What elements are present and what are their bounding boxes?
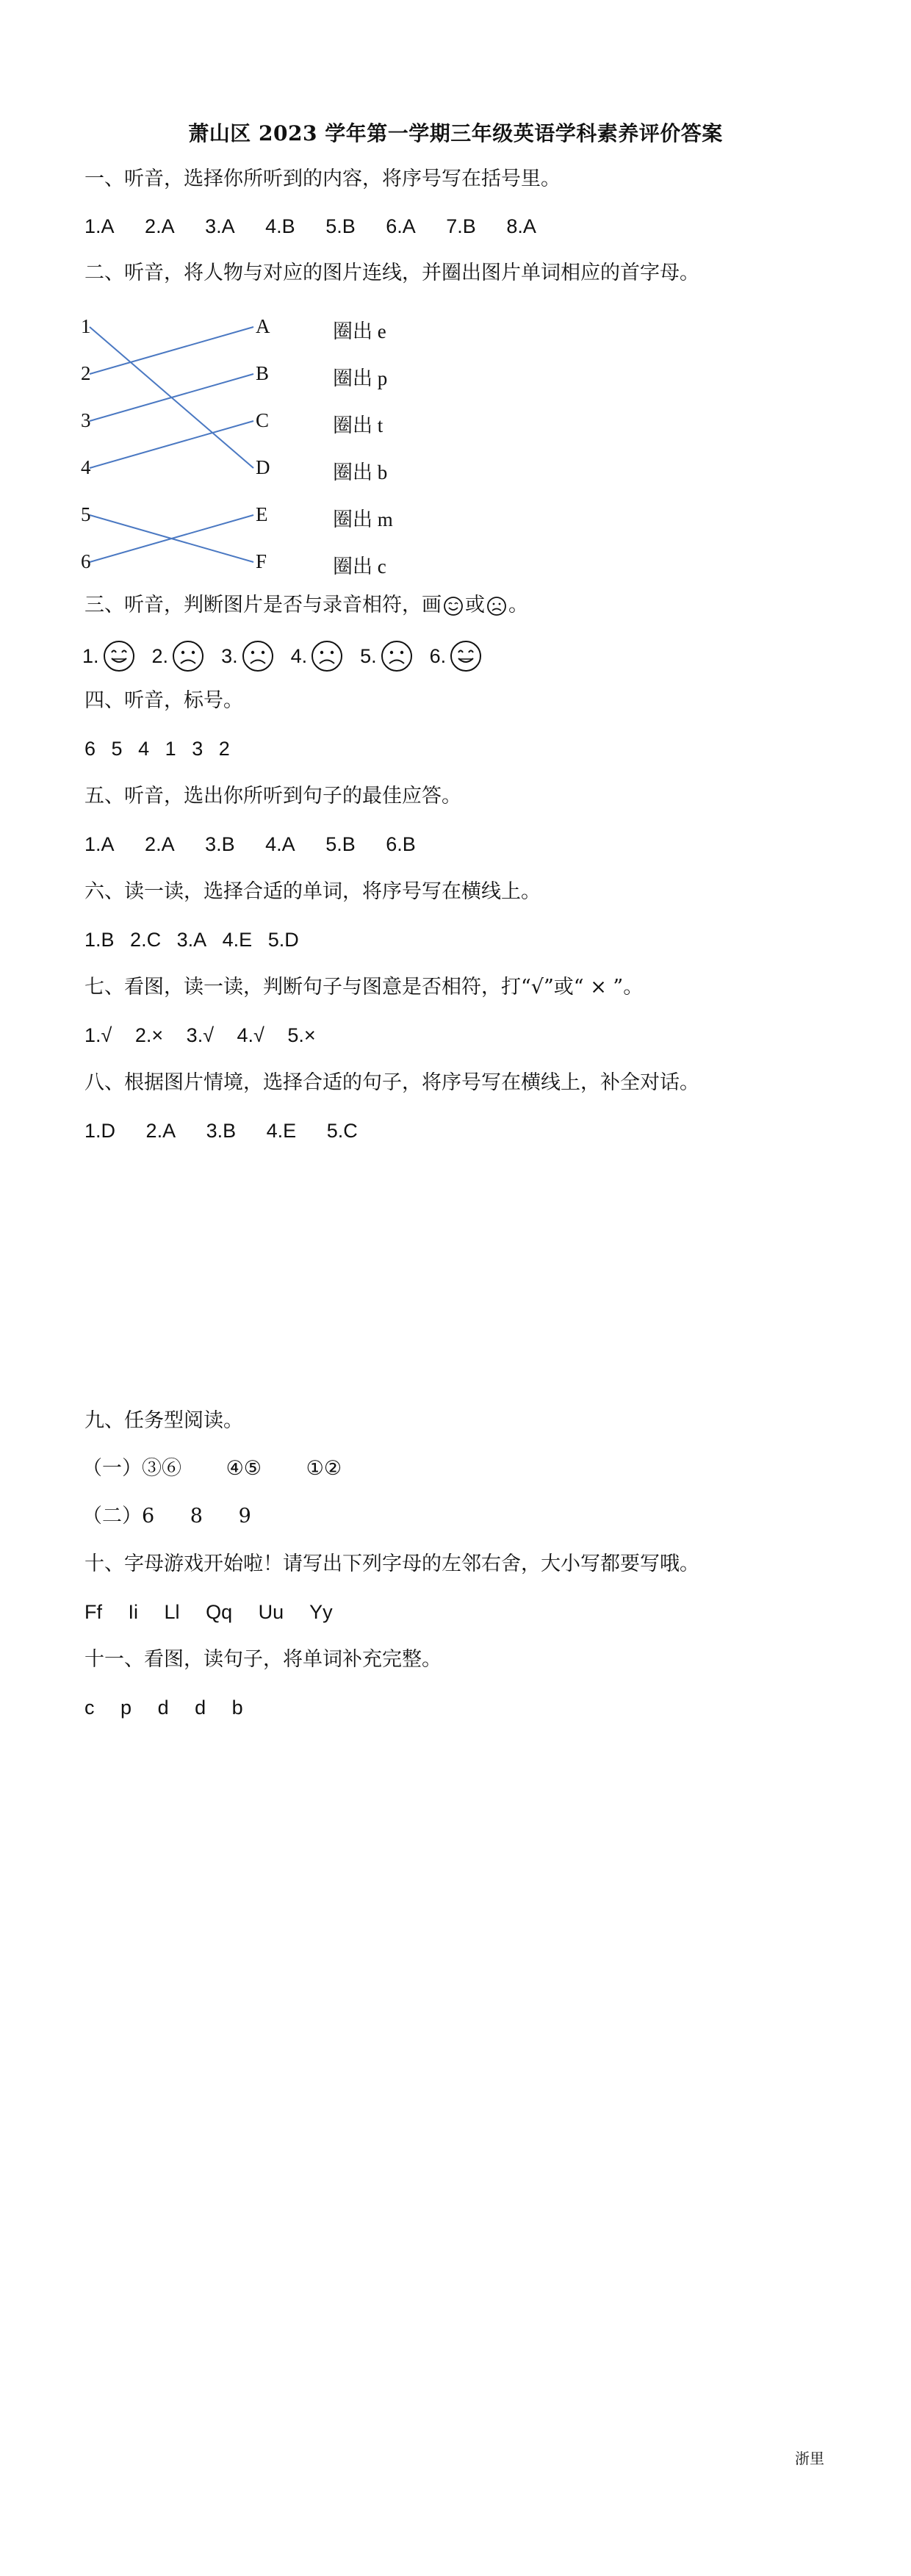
section-3-heading <box>84 594 528 617</box>
section-9-heading: 九、任务型阅读。 <box>84 1409 243 1432</box>
left-number-2: 2 <box>81 362 91 384</box>
sad-face-icon <box>380 639 414 673</box>
s3-item-5-label: 5. <box>360 644 377 667</box>
s10-answer-6: Yy <box>309 1601 333 1623</box>
s10-answer-3: Ll <box>164 1601 180 1623</box>
s7-answer-5: 5.× <box>287 1024 316 1046</box>
s10-answer-4: Qq <box>206 1601 233 1623</box>
s6-answer-1: 1.B <box>84 929 115 951</box>
match-line-3-B <box>90 374 253 421</box>
s9-part1-b: ④⑤ <box>226 1457 262 1480</box>
s3-heading-or: 或 <box>465 594 485 616</box>
section-4-answers <box>84 737 240 760</box>
s4-answer-1: 6 <box>84 738 96 760</box>
page-title: 萧山区 2023 学年第一学期三年级英语学科素养评价答案 <box>188 121 723 145</box>
s5-answer-3: 3.B <box>205 833 235 855</box>
s4-answer-5: 3 <box>192 738 204 760</box>
smile-face-icon <box>443 596 464 616</box>
s5-answer-5: 5.B <box>325 833 356 855</box>
section-5-answers <box>84 832 441 856</box>
section-2-heading: 二、听音，将人物与对应的图片连线，并圈出图片单词相应的首字母。 <box>84 262 699 284</box>
s9-part1-c: ①② <box>306 1457 342 1480</box>
s3-item-1 <box>82 639 136 673</box>
s11-answer-5: b <box>231 1697 243 1719</box>
right-letter-E: E <box>256 503 268 525</box>
s3-item-5 <box>360 639 414 673</box>
s6-answer-5: 5.D <box>267 929 299 951</box>
circle-label-5: 圈出 m <box>333 508 393 530</box>
sad-face-icon <box>486 596 507 616</box>
right-letter-F: F <box>256 550 267 572</box>
s3-item-6 <box>430 639 483 673</box>
s7-answer-4: 4.√ <box>237 1024 264 1046</box>
s9-part2-a: （二）6 <box>82 1505 155 1528</box>
right-letter-A: A <box>256 315 270 337</box>
s8-answer-5: 5.C <box>326 1120 358 1142</box>
left-number-3: 3 <box>81 409 91 431</box>
s9-part1-a: （一）③⑥ <box>82 1457 181 1480</box>
right-letter-D: D <box>256 456 270 478</box>
sad-face-icon <box>310 639 344 673</box>
s3-heading-prefix: 三、听音，判断图片是否与录音相符，画 <box>84 594 442 616</box>
circle-label-2: 圈出 p <box>333 367 388 389</box>
s1-answer-3: 3.A <box>205 215 235 237</box>
s8-answer-3: 3.B <box>206 1120 237 1142</box>
s6-answer-2: 2.C <box>130 929 162 951</box>
section-8-heading: 八、根据图片情境，选择合适的句子，将序号写在横线上，补全对话。 <box>84 1071 699 1094</box>
matching-lines <box>81 312 522 591</box>
s1-answer-4: 4.B <box>265 215 295 237</box>
s11-answer-3: d <box>157 1697 169 1719</box>
s1-answer-7: 7.B <box>446 215 476 237</box>
footer-mark: 浙里 <box>795 2450 824 2467</box>
section-4-heading: 四、听音，标号。 <box>84 689 243 712</box>
s8-answer-4: 4.E <box>266 1120 297 1142</box>
s7-answer-2: 2.× <box>134 1024 164 1046</box>
s5-answer-6: 6.B <box>386 833 416 855</box>
s3-item-2 <box>152 639 206 673</box>
right-letter-C: C <box>256 409 270 431</box>
s3-item-3-label: 3. <box>221 644 238 667</box>
circle-label-4: 圈出 b <box>333 461 388 483</box>
s5-answer-1: 1.A <box>84 833 115 855</box>
match-line-2-A <box>90 327 253 374</box>
s1-answer-6: 6.A <box>386 215 416 237</box>
s6-answer-4: 4.E <box>222 929 253 951</box>
s11-answer-1: c <box>84 1697 95 1719</box>
section-6-heading: 六、读一读，选择合适的单词，将序号写在横线上。 <box>84 880 541 903</box>
circle-label-1: 圈出 e <box>333 320 386 342</box>
section-11-answers <box>84 1696 264 1719</box>
section-10-heading: 十、字母游戏开始啦！请写出下列字母的左邻右舍，大小写都要写哦。 <box>84 1553 699 1575</box>
section-6-answers <box>84 928 309 951</box>
circle-label-6: 圈出 c <box>333 555 386 578</box>
s11-answer-2: p <box>120 1697 132 1719</box>
s1-answer-2: 2.A <box>145 215 175 237</box>
matching-diagram <box>81 312 522 591</box>
s1-answer-8: 8.A <box>506 215 536 237</box>
s10-answer-5: Uu <box>258 1601 284 1623</box>
s5-answer-4: 4.A <box>265 833 295 855</box>
s3-item-4-label: 4. <box>290 644 308 667</box>
section-11-heading: 十一、看图，读句子，将单词补充完整。 <box>84 1648 442 1671</box>
s7-answer-1: 1.√ <box>84 1024 112 1046</box>
s4-answer-6: 2 <box>218 738 230 760</box>
sad-face-icon <box>241 639 275 673</box>
s4-answer-4: 1 <box>165 738 176 760</box>
right-letter-B: B <box>256 362 270 384</box>
left-number-5: 5 <box>81 503 91 525</box>
s10-answer-1: Ff <box>84 1601 102 1623</box>
s6-answer-3: 3.A <box>176 929 207 951</box>
s4-answer-2: 5 <box>111 738 123 760</box>
s3-item-3 <box>221 639 275 673</box>
s1-answer-5: 5.B <box>325 215 356 237</box>
s9-part2-b: 8 <box>190 1505 203 1528</box>
s8-answer-1: 1.D <box>84 1120 116 1142</box>
smile-face-icon <box>102 639 136 673</box>
section-7-heading: 七、看图，读一读，判断句子与图意是否相符，打“√”或“ × ”。 <box>84 976 644 999</box>
s3-item-2-label: 2. <box>151 644 169 667</box>
section-9-part-1 <box>82 1457 342 1481</box>
s11-answer-4: d <box>195 1697 206 1719</box>
left-number-6: 6 <box>81 550 91 572</box>
section-1-answers <box>84 215 561 238</box>
s3-item-4 <box>291 639 345 673</box>
s8-answer-2: 2.A <box>145 1120 176 1142</box>
s4-answer-3: 4 <box>138 738 150 760</box>
left-number-1: 1 <box>81 315 91 337</box>
circle-label-3: 圈出 t <box>333 414 384 436</box>
s3-item-6-label: 6. <box>429 644 447 667</box>
s7-answer-3: 3.√ <box>186 1024 215 1046</box>
s1-answer-1: 1.A <box>84 215 115 237</box>
s9-part2-c: 9 <box>238 1505 251 1528</box>
smile-face-icon <box>449 639 483 673</box>
left-number-4: 4 <box>81 456 91 478</box>
section-3-answers <box>82 639 499 673</box>
s3-heading-suffix: 。 <box>508 594 528 616</box>
section-7-answers <box>84 1023 334 1047</box>
match-line-4-C <box>90 421 253 468</box>
s5-answer-2: 2.A <box>145 833 175 855</box>
sad-face-icon <box>171 639 205 673</box>
section-1-heading: 一、听音，选择你所听到的内容，将序号写在括号里。 <box>84 168 561 190</box>
section-8-answers <box>84 1119 383 1143</box>
section-10-answers <box>84 1600 353 1624</box>
s3-item-1-label: 1. <box>82 644 99 667</box>
section-5-heading: 五、听音，选出你所听到句子的最佳应答。 <box>84 785 461 807</box>
section-9-part-2 <box>82 1505 251 1528</box>
s10-answer-2: Ii <box>128 1601 139 1623</box>
